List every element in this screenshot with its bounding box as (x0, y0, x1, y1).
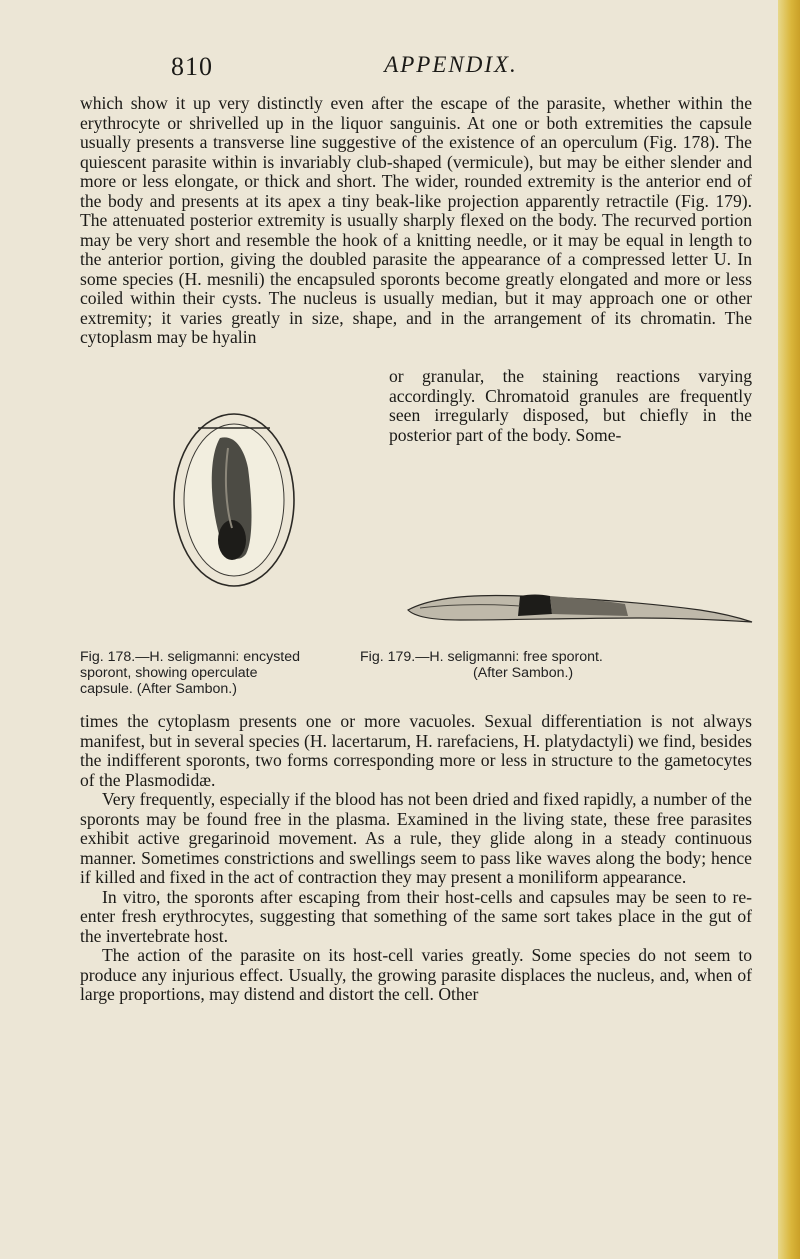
paragraph-in-vitro: In vitro, the sporonts after escaping from their host-cells and capsules may be seen to re-enter fresh erythrocytes, suggesting that something of the same sort takes place in the gut of the invertebrate host. (80, 886, 752, 946)
figure-179-caption (360, 649, 740, 681)
fig-179-free-sporont-drawing (400, 580, 760, 630)
paragraph-host-cell-action: The action of the parasite on its host-cell varies greatly. Some species do not seem to produce any injurious effect. Usually, the growing parasite displaces the nucleus, and, when of large proportions, may distend and distort the cell. Other (80, 945, 752, 1004)
figure-178-caption-text: Fig. 178.—H. seligmanni: encysted sporont, showing operculate capsule. (After Sambon.) (80, 649, 301, 697)
page-edge-gilt (778, 0, 800, 1259)
paragraphs-bottom (80, 712, 752, 1005)
paragraph-free-sporonts: Very frequently, especially if the blood has not been dried and fixed rapidly, a number of the sporonts may be found free in the plasma. Examined in the living state, these free parasites exhibit active gregarinoid movement. As a rule, they glide along in a steady continuous manner. Sometimes constrictions and swellings seem to pass like waves along the body; hence if killed and fixed in the act of contraction they may present a moniliform appearance. (80, 789, 752, 887)
paragraph-wrap-text: or granular, the staining reactions varying accordingly. Chromatoid granules are frequently seen irregularly disposed, but chiefly in the posterior part of the body. Some- (389, 366, 752, 445)
figure-178-caption (80, 649, 308, 697)
paragraph-sexual-differentiation: times the cytoplasm presents one or more vacuoles. Sexual differentiation is not always manifest, but in several species (H. lacertarum, H. rarefaciens, H. platydactyli) we find, besides the indifferent sporonts, two forms corresponding more or less in structure to the gametocytes of the Plasmodidæ. (80, 711, 752, 790)
page-header (171, 52, 731, 86)
paragraph-top (80, 94, 752, 348)
page-number: 810 (171, 52, 213, 81)
figure-179-caption-line1: Fig. 179.—H. seligmanni: free sporont. (360, 649, 603, 665)
paragraph-top-text: which show it up very distinctly even after the escape of the parasite, whether within the erythrocyte or shrivelled up in the liquor sanguinis. At one or both extremities the capsule usually presents a transverse line suggestive of the existence of an operculum (Fig. 178). The quiescent parasite within is invariably club-shaped (vermicule), but may be either slender and more or less elongate, or thick and short. The wider, rounded extremity is the anterior end of the body and presents at its apex a tiny beak-like projection apparently retractile (Fig. 179). The attenuated posterior extremity is usually sharply flexed on the body. The recurved portion may be very short and resemble the hook of a knitting needle, or it may be equal in length to the anterior portion, giving the doubled parasite the appearance of a compressed letter U. In some species (H. mesnili) the encapsuled sporonts become greatly elongated and more or less coiled within their cysts. The nucleus is usually median, but it may approach one or other extremity; it varies greatly in size, shape, and in the arrangement of its chromatin. The cytoplasm may be hyalin (80, 93, 752, 347)
fig-178-encysted-sporont-drawing (168, 408, 300, 593)
running-head: APPENDIX. (384, 52, 518, 77)
paragraph-wrap-beside-figure (389, 367, 752, 445)
figure-179-caption-line2: (After Sambon.) (473, 665, 574, 681)
